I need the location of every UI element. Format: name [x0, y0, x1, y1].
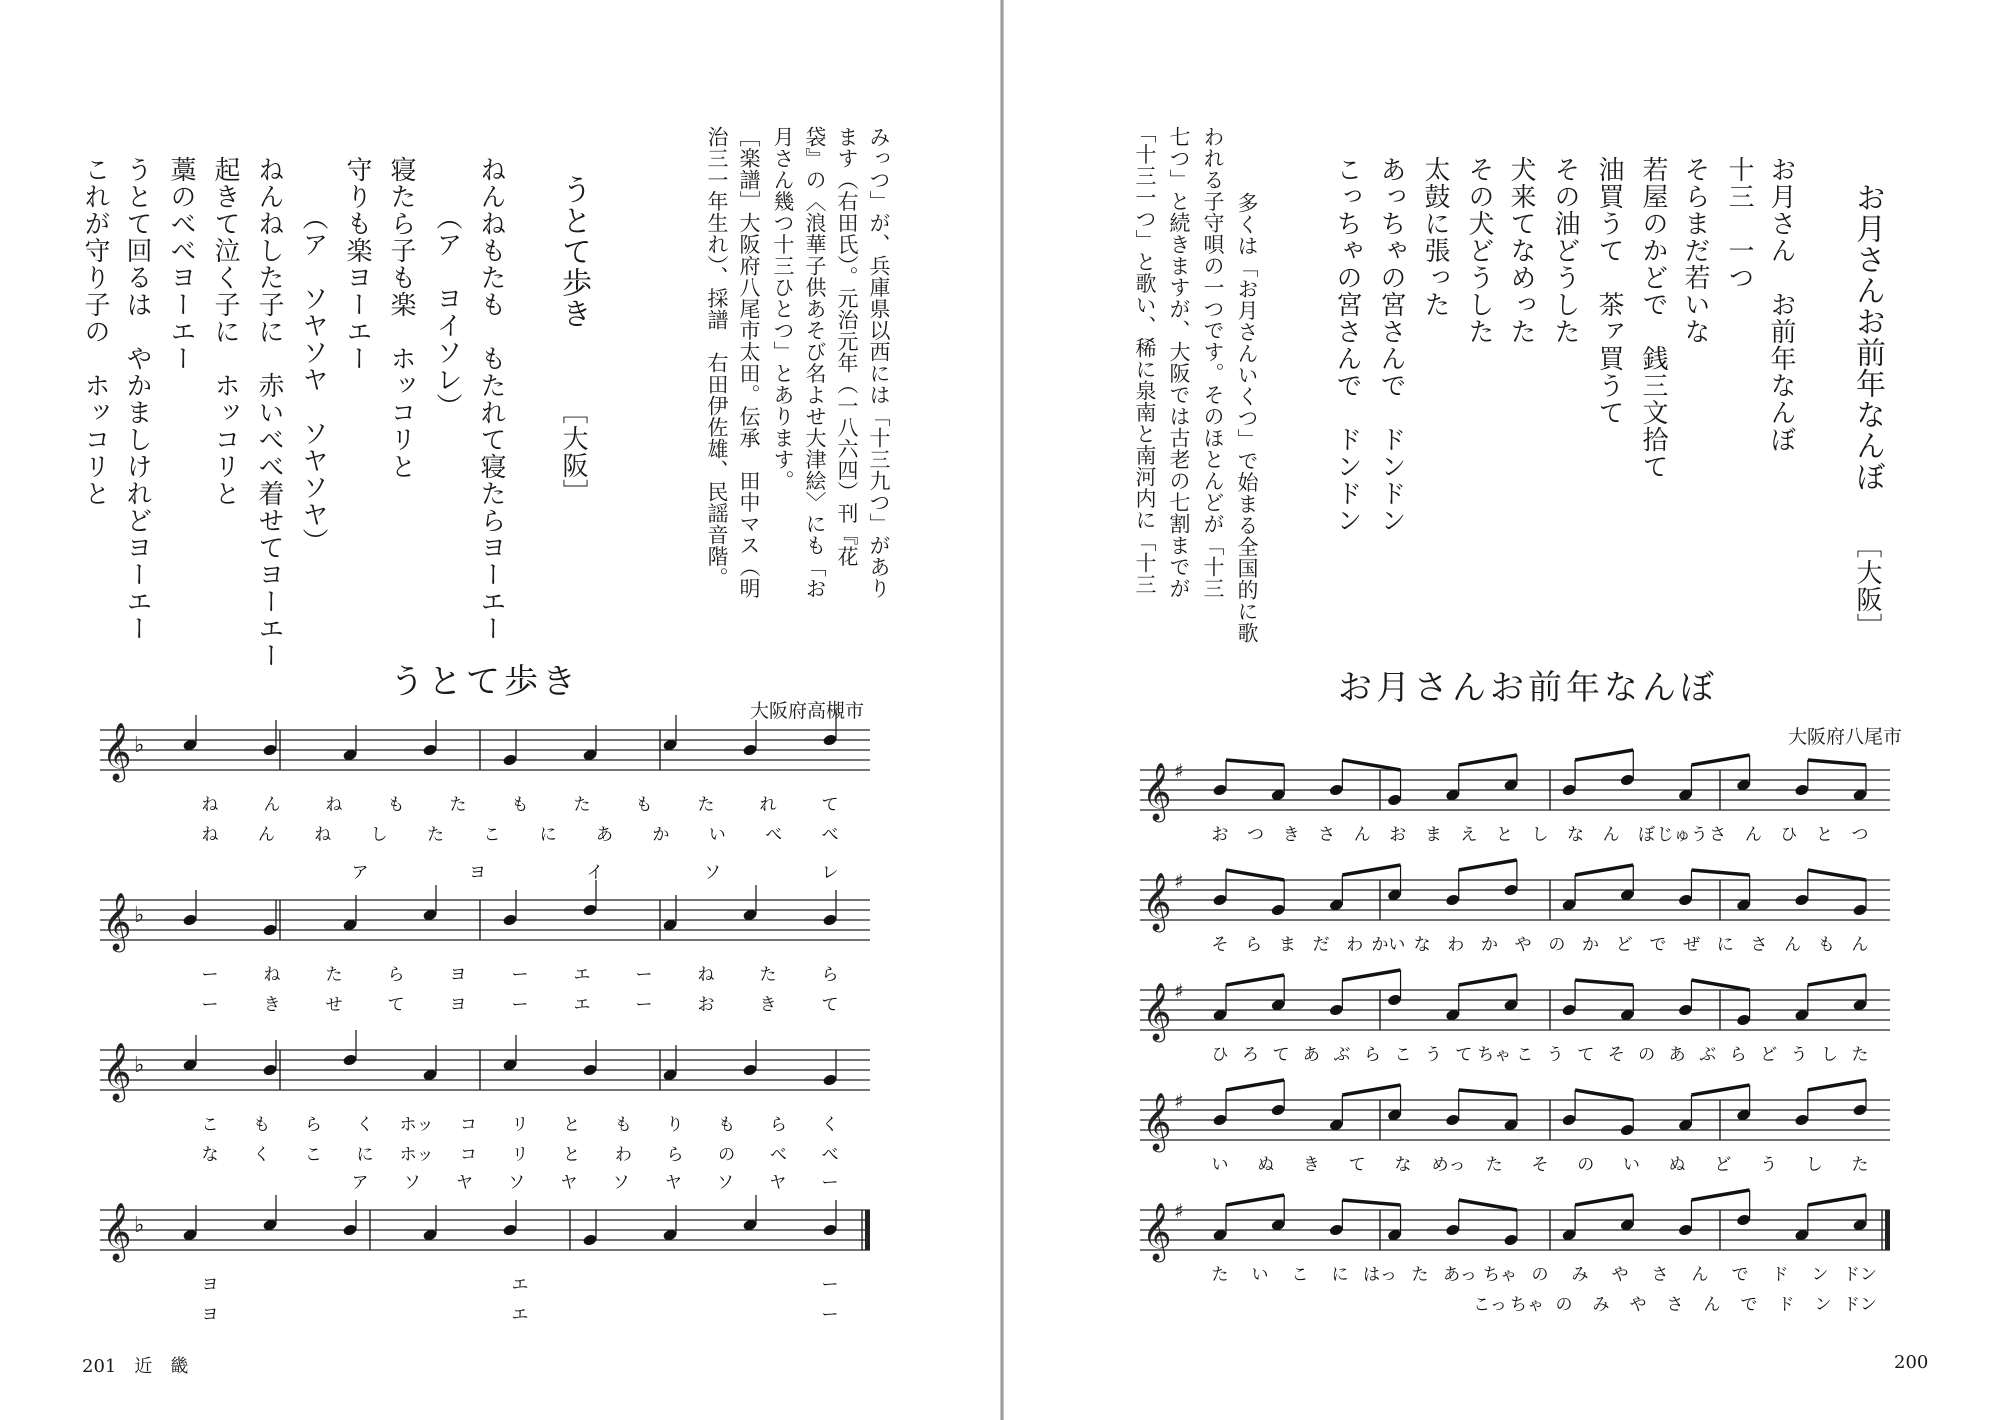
syllable-above: ヤ [769, 1173, 787, 1193]
syllable-lower: エ [511, 1305, 529, 1325]
syllable-lower: ヨ [201, 1305, 219, 1325]
note-beam [1808, 1080, 1866, 1090]
syllable: き [1282, 825, 1300, 845]
syllable: つ [1851, 825, 1869, 845]
syllable: ど [1760, 1045, 1778, 1065]
syllable-upper: ね [325, 795, 343, 815]
syllable-upper: ね [697, 965, 715, 985]
syllable-lower: に [356, 1145, 374, 1165]
syllable: さ [1318, 825, 1336, 845]
syllable-upper: て [821, 795, 839, 815]
commentary-column: 月さん幾つ十三ひとつ」とあります。 [771, 126, 795, 492]
treble-clef: 𝄞 [1142, 982, 1172, 1040]
syllable: ひ [1780, 825, 1798, 845]
syllable: え [1460, 825, 1478, 845]
commentary-column: ます（右田氏）。元治元年（一八六四）刊『花 [835, 126, 859, 567]
note-beam [1226, 1080, 1284, 1090]
note-beam [1226, 1195, 1284, 1205]
key-flat: ♭ [134, 1053, 145, 1078]
note-beam [1342, 1200, 1400, 1205]
treble-clef: 𝄞 [102, 1042, 132, 1100]
syllable: も [1817, 935, 1835, 955]
lyric-line: 油買うて 茶ァ買うて [1594, 156, 1624, 426]
syllable: ド [1771, 1265, 1789, 1285]
syllable-upper: く [821, 1115, 839, 1135]
syllable-upper: ー [635, 965, 653, 985]
syllable: ど [1714, 1155, 1732, 1175]
score-right [1140, 740, 1920, 1340]
syllable: そ [1211, 935, 1229, 955]
syllable: ら [1363, 1045, 1381, 1065]
syllable: う [1790, 1045, 1808, 1065]
syllable-lower: で [1740, 1295, 1758, 1315]
syllable-lower: こっ [1473, 1295, 1507, 1315]
syllable-lower: ー [635, 995, 653, 1015]
syllable-lower: エ [573, 995, 591, 1015]
syllable-lower: わ [614, 1145, 632, 1165]
lyric-line: そらまだ若いな [1680, 156, 1710, 345]
syllable-upper: も [387, 795, 405, 815]
syllable-lower: き [263, 995, 281, 1015]
syllable: ん [1602, 825, 1620, 845]
lyric-line: 十三 一つ [1724, 156, 1754, 291]
note-beam [1459, 755, 1517, 765]
key-sharp: ♯ [1174, 759, 1184, 783]
syllable: さ [1651, 1265, 1669, 1285]
right-page [1000, 0, 2000, 1420]
syllable: めっ [1431, 1155, 1466, 1175]
sheet-music [1140, 740, 1920, 1340]
syllable-above: ア [351, 863, 369, 883]
syllable-lower: リ [511, 1145, 529, 1165]
syllable: ドン [1843, 1265, 1877, 1285]
syllable-upper: エ [511, 1275, 529, 1295]
score-note-column: ［楽譜］大阪府八尾市太田。伝承 田中マス（明 [737, 126, 761, 599]
key-sharp: ♯ [1174, 869, 1184, 893]
syllable: そ [1531, 1155, 1549, 1175]
syllable-above: ソ [612, 1173, 630, 1193]
note-beam [1691, 1085, 1749, 1095]
syllable: た [1411, 1265, 1429, 1285]
syllable-lower: き [759, 995, 777, 1015]
note-beam [1808, 1195, 1866, 1205]
syllable-upper: も [511, 795, 529, 815]
syllable-upper: も [253, 1115, 271, 1135]
note-beam [1459, 860, 1517, 870]
syllable: こ [1291, 1265, 1309, 1285]
song-title-vertical: お月さんお前年なんぼ [1850, 182, 1885, 492]
lyric-line: その犬どうした [1464, 156, 1494, 345]
syllable-upper: エ [573, 965, 591, 985]
syllable: こ [1516, 1045, 1534, 1065]
score-place: 大阪府八尾市 [1788, 726, 1903, 748]
syllable-lower: ん [1703, 1295, 1721, 1315]
score-place: 大阪府高槻市 [750, 700, 865, 722]
commentary-column: 多くは「お月さんいくつ」で始まる全国的に歌 [1235, 192, 1259, 644]
note-beam [1808, 760, 1866, 765]
syllable: て [1577, 1045, 1595, 1065]
note-beam [1575, 865, 1633, 875]
syllable: て [1348, 1155, 1366, 1175]
syllable-upper: ー [201, 965, 219, 985]
syllable: の [1548, 935, 1566, 955]
syllable: き [1302, 1155, 1320, 1175]
syllable-above: ア [351, 1173, 369, 1193]
syllable-upper: ね [201, 795, 219, 815]
syllable: ん [1784, 935, 1802, 955]
syllable-upper: ヨ [201, 1275, 219, 1295]
syllable: い [1622, 1155, 1640, 1175]
syllable-lower: こ [483, 825, 501, 845]
note-beam [1575, 980, 1633, 985]
syllable-lower: コ [459, 1145, 477, 1165]
treble-clef: 𝄞 [1142, 872, 1172, 930]
note-beam [1691, 1190, 1749, 1200]
commentary-column: みっつ」が、兵庫県以西には「十三九つ」があり [867, 126, 891, 599]
syllable-upper: リ [511, 1115, 529, 1135]
syllable-lower: ー [821, 1305, 839, 1325]
syllable: し [1821, 1045, 1839, 1065]
note-beam [1691, 980, 1749, 990]
treble-clef: 𝄞 [1142, 1092, 1172, 1150]
syllable: ぬ [1668, 1155, 1686, 1175]
note-beam [1459, 975, 1517, 985]
syllable-above: イ [586, 863, 604, 883]
syllable: はっ [1363, 1265, 1397, 1285]
syllable-upper: ら [769, 1115, 787, 1135]
syllable-upper: も [635, 795, 653, 815]
syllable-upper: コ [459, 1115, 477, 1135]
syllable-upper: ホッ [399, 1115, 434, 1135]
lyric-line: うとて回るは やかましけれどヨーエー [122, 156, 152, 642]
syllable: の [1531, 1265, 1549, 1285]
syllable: ど [1615, 935, 1633, 955]
syllable-lower: の [718, 1145, 736, 1165]
lyric-line: 犬来てなめった [1506, 156, 1536, 345]
syllable-lower: こ [304, 1145, 322, 1165]
syllable-above: ヤ [664, 1173, 682, 1193]
syllable-lower: ヨ [449, 995, 467, 1015]
note-beam [1808, 870, 1866, 880]
syllable-above: レ [821, 863, 839, 883]
syllable-lower: ドン [1843, 1295, 1877, 1315]
syllable: な [1567, 825, 1585, 845]
syllable: う [1424, 1045, 1442, 1065]
syllable: お [1389, 825, 1407, 845]
syllable: た [1485, 1155, 1503, 1175]
syllable-lower: ン [1814, 1295, 1832, 1315]
syllable-lower: て [821, 995, 839, 1015]
lyric-line: これが守り子の ホッコリと [80, 156, 110, 507]
syllable-lower: べ [821, 825, 839, 845]
syllable-lower: せ [325, 995, 343, 1015]
syllable-lower: み [1592, 1295, 1610, 1315]
syllable: かい [1371, 935, 1406, 955]
lyric-line: 起きて泣く子に ホッコリと [210, 156, 240, 507]
syllable-upper: た [697, 795, 715, 815]
syllable-above: ー [821, 1173, 839, 1193]
commentary-column: 袋』の〈浪華子供あそび名よせ大津絵〉にも「お [803, 126, 827, 599]
syllable-lower: ね [314, 825, 332, 845]
lyric-line: お月さん お前年なんぼ [1766, 156, 1796, 453]
syllable-lower: べ [765, 825, 783, 845]
syllable-lower: ちゃ [1510, 1295, 1544, 1315]
lyric-line: ねんねした子に 赤いべべ着せてヨーエー [254, 156, 284, 669]
syllable-above: ソ [403, 1173, 421, 1193]
region-label: ［大阪］ [1852, 532, 1882, 640]
syllable: あっ [1443, 1265, 1477, 1285]
note-beam [1808, 975, 1866, 985]
syllable-upper: も [718, 1115, 736, 1135]
note-beam [1691, 870, 1749, 875]
syllable-lower: ね [201, 825, 219, 845]
syllable: な [1394, 1155, 1412, 1175]
syllable: ちゃ [1483, 1265, 1517, 1285]
syllable: た [1211, 1265, 1229, 1285]
commentary-column: 七つ」と続きますが、大阪では古老の七割までが [1167, 126, 1191, 599]
syllable: ん [1851, 935, 1869, 955]
syllable-lower: い [708, 825, 726, 845]
syllable: あ [1302, 1045, 1320, 1065]
syllable-above: ソ [704, 863, 721, 883]
syllable-above: ヤ [455, 1173, 473, 1193]
syllable: ら [1245, 935, 1263, 955]
syllable-above: ヤ [560, 1173, 578, 1193]
syllable-upper: ー [821, 1275, 839, 1295]
syllable-lower: ら [666, 1145, 684, 1165]
lyric-line: ねんねもたも もたれて寝たらヨーエー [476, 156, 506, 642]
syllable-upper: ら [387, 965, 405, 985]
final-bar [865, 1210, 870, 1250]
syllable: や [1514, 935, 1532, 955]
syllable-upper: ヨ [449, 965, 467, 985]
note-beam [1575, 1195, 1633, 1205]
syllable: ろ [1241, 1045, 1259, 1065]
note-beam [1459, 1090, 1517, 1095]
syllable: ぼ [1638, 825, 1656, 845]
syllable: か [1582, 935, 1600, 955]
region-label: ［大阪］ [558, 398, 588, 506]
syllable-lower: お [697, 995, 715, 1015]
syllable-lower: べ [769, 1145, 787, 1165]
syllable-lower: ー [511, 995, 529, 1015]
syllable: と [1815, 825, 1833, 845]
syllable-upper: れ [759, 795, 777, 815]
syllable: ら [1729, 1045, 1747, 1065]
treble-clef: 𝄞 [1142, 1202, 1172, 1260]
syllable-upper: た [573, 795, 591, 815]
note-beam [1226, 870, 1284, 880]
treble-clef: 𝄞 [102, 722, 132, 780]
syllable-upper: こ [201, 1115, 219, 1135]
song-title-vertical: うとて歩き [556, 174, 591, 329]
note-beam [1226, 975, 1284, 985]
syllable: う [1760, 1155, 1778, 1175]
key-sharp: ♯ [1174, 1089, 1184, 1113]
note-beam [1342, 970, 1400, 980]
syllable: と [1495, 825, 1513, 845]
syllable: か [1480, 935, 1498, 955]
treble-clef: 𝄞 [1142, 762, 1172, 820]
syllable: ま [1424, 825, 1442, 845]
syllable-upper: ら [304, 1115, 322, 1135]
score-note-column: 治三一年生れ）、採譜 右田伊佐雄、民謡音階。 [705, 126, 729, 589]
syllable: ン [1811, 1265, 1829, 1285]
note-beam [1459, 1200, 1517, 1210]
lyric-line: 若屋のかどで 銭三文拾て [1638, 156, 1668, 480]
syllable-lower: し [370, 825, 388, 845]
treble-clef: 𝄞 [102, 892, 132, 950]
score-title: うとて歩き [390, 662, 580, 702]
syllable: に [1716, 935, 1734, 955]
syllable: だ [1312, 935, 1330, 955]
key-flat: ♭ [134, 733, 145, 758]
syllable-above: ソ [717, 1173, 735, 1193]
syllable-upper: た [759, 965, 777, 985]
commentary-column: われる子守唄の一つです。そのほとんどが「十三 [1201, 126, 1225, 599]
syllable: た [1851, 1155, 1869, 1175]
syllable: じゅう [1656, 825, 1708, 845]
note-beam [1342, 865, 1400, 875]
syllable: あ [1668, 1045, 1686, 1065]
syllable: み [1571, 1265, 1589, 1285]
syllable: さ [1750, 935, 1768, 955]
commentary-column: 「十三一つ」と歌い、稀に泉南と南河内に「十三 [1133, 122, 1157, 595]
syllable-upper: と [563, 1115, 581, 1135]
page-number: 201 近 畿 [82, 1356, 189, 1377]
syllable-lower: や [1629, 1295, 1647, 1315]
syllable: つ [1247, 825, 1265, 845]
syllable: の [1577, 1155, 1595, 1175]
syllable: て [1272, 1045, 1290, 1065]
syllable-lower: と [563, 1145, 581, 1165]
key-sharp: ♯ [1174, 979, 1184, 1003]
syllable-above: ソ [508, 1173, 526, 1193]
syllable-upper: く [356, 1115, 374, 1135]
syllable-upper: ら [821, 965, 839, 985]
syllable: ん [1691, 1265, 1709, 1285]
syllable-lower: あ [596, 825, 614, 845]
note-beam [1342, 1085, 1400, 1095]
syllable: し [1805, 1155, 1823, 1175]
lyric-line: その油どうした [1550, 156, 1580, 345]
syllable: わ [1346, 935, 1364, 955]
syllable-upper: も [614, 1115, 632, 1135]
syllable: に [1331, 1265, 1349, 1285]
lyric-line: （ア ヨイソレ） [432, 204, 462, 420]
syllable: ん [1353, 825, 1371, 845]
syllable: で [1731, 1265, 1749, 1285]
lyric-line: あっちゃの宮さんで ドンドン [1376, 156, 1406, 534]
syllable-lower: の [1555, 1295, 1573, 1315]
score-title: お月さんお前年なんぼ [1338, 668, 1718, 708]
key-flat: ♭ [134, 1213, 145, 1238]
treble-clef: 𝄞 [102, 1202, 132, 1260]
lyric-line: （ア ソヤソヤ ソヤソヤ） [298, 204, 328, 555]
syllable: の [1638, 1045, 1656, 1065]
page-number: 200 [1894, 1352, 1929, 1373]
syllable: や [1611, 1265, 1629, 1285]
syllable-lower: ド [1777, 1295, 1795, 1315]
note-beam [1575, 750, 1633, 760]
lyric-line: 寝たら子も楽 ホッコリと [386, 156, 416, 480]
note-beam [1226, 760, 1284, 765]
syllable-lower: さ [1666, 1295, 1684, 1315]
note-beam [1342, 760, 1400, 770]
syllable: わ [1447, 935, 1465, 955]
syllable-upper: た [449, 795, 467, 815]
syllable-lower: に [539, 825, 557, 845]
syllable-upper: ー [511, 965, 529, 985]
score-left [100, 700, 880, 1340]
syllable: ぶ [1333, 1045, 1351, 1065]
syllable: そ [1607, 1045, 1625, 1065]
syllable: た [1851, 1045, 1869, 1065]
syllable: な [1413, 935, 1431, 955]
syllable-lower: な [201, 1145, 219, 1165]
syllable: ひ [1211, 1045, 1229, 1065]
lyric-line: 太鼓に張った [1420, 156, 1450, 318]
syllable: お [1211, 825, 1229, 845]
syllable: こ [1394, 1045, 1412, 1065]
syllable: い [1251, 1265, 1269, 1285]
syllable-upper: ん [263, 795, 281, 815]
final-bar [1885, 1210, 1890, 1250]
syllable-lower: た [426, 825, 444, 845]
note-beam [1691, 755, 1749, 765]
syllable: ぬ [1257, 1155, 1275, 1175]
syllable: ん [1744, 825, 1762, 845]
syllable: い [1211, 1155, 1229, 1175]
key-flat: ♭ [134, 903, 145, 928]
syllable-upper: り [666, 1115, 684, 1135]
syllable-upper: ね [263, 965, 281, 985]
syllable: ま [1278, 935, 1296, 955]
syllable-lower: て [387, 995, 405, 1015]
syllable: し [1531, 825, 1549, 845]
syllable: ちゃ [1477, 1045, 1512, 1065]
syllable-lower: べ [821, 1145, 839, 1165]
lyric-line: 藁のべべヨーエー [166, 156, 196, 372]
syllable-lower: か [652, 825, 670, 845]
lyric-line: こっちゃの宮さんで ドンドン [1332, 156, 1362, 534]
syllable: で [1649, 935, 1667, 955]
syllable-above: ヨ [469, 863, 486, 883]
lyric-line: 守りも楽ヨーエー [342, 156, 372, 372]
syllable: ぜ [1683, 935, 1701, 955]
syllable-lower: く [253, 1145, 271, 1165]
syllable: ぶ [1699, 1045, 1717, 1065]
syllable-lower: ん [257, 825, 275, 845]
syllable: う [1546, 1045, 1564, 1065]
syllable-upper: た [325, 965, 343, 985]
syllable: て [1455, 1045, 1473, 1065]
note-beam [1575, 1090, 1633, 1100]
syllable: さ [1709, 825, 1727, 845]
syllable-lower: ー [201, 995, 219, 1015]
sheet-music [100, 700, 880, 1340]
key-sharp: ♯ [1174, 1199, 1184, 1223]
syllable-lower: ホッ [399, 1145, 434, 1165]
